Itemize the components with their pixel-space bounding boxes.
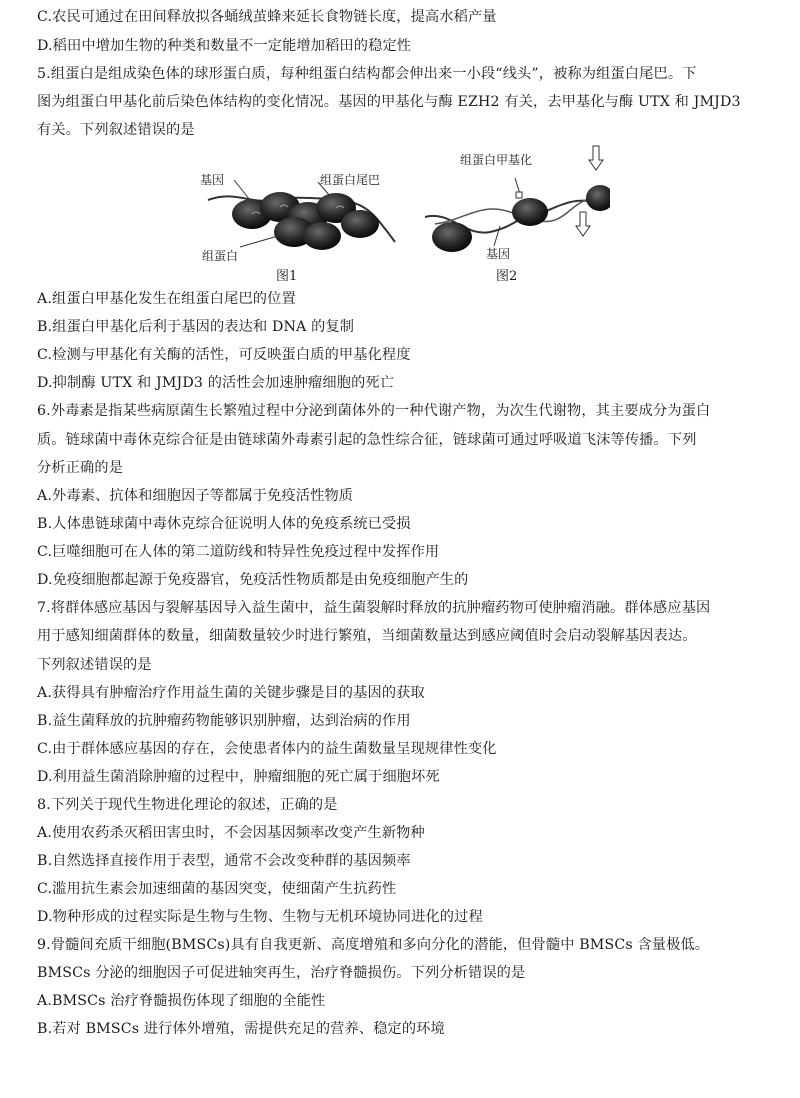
option-b-q9: B.若对 BMSCs 进行体外增殖，需提供充足的营养、稳定的环境 — [37, 1021, 445, 1037]
question-6-line-2: 质。链球菌中毒休克综合征是由链球菌外毒素引起的急性综合征，链球菌可通过呼吸道飞沫等传播。下列 — [37, 432, 697, 448]
label-histone-tail: 组蛋白尾巴 — [320, 173, 381, 187]
label-gene-fig1: 基因 — [200, 173, 225, 187]
question-7-line-1: 7.将群体感应基因与裂解基因导入益生菌中，益生菌裂解时释放的抗肿瘤药物可使肿瘤消融。群体感应基因 — [37, 600, 711, 616]
option-d-q4: D.稻田中增加生物的种类和数量不一定能增加稻田的稳定性 — [37, 38, 412, 54]
caption-fig1: 图1 — [276, 269, 298, 284]
option-b-q6: B.人体患链球菌中毒休克综合征说明人体的免疫系统已受损 — [37, 516, 411, 532]
label-gene-fig2: 基因 — [486, 247, 511, 261]
option-a-q6: A.外毒素、抗体和细胞因子等都属于免疫活性物质 — [37, 488, 354, 504]
nucleosome-fig2-3 — [586, 185, 610, 211]
option-d-q7: D.利用益生菌消除肿瘤的过程中，肿瘤细胞的死亡属于细胞坏死 — [37, 769, 440, 785]
question-6-line-3: 分析正确的是 — [37, 460, 124, 476]
option-b-q7: B.益生菌释放的抗肿瘤药物能够识别肿瘤，达到治病的作用 — [37, 713, 411, 729]
question-5-line-2: 图为组蛋白甲基化前后染色体结构的变化情况。基因的甲基化与酶 EZH2 有关，去甲基化与酶 UTX 和 JMJD3 — [37, 94, 741, 110]
question-5-line-1: 5.组蛋白是组成染色体的球形蛋白质，每种组蛋白结构都会伸出来一小段“线头”，被称为组蛋白尾巴。下 — [37, 66, 697, 82]
nucleosome-6 — [303, 222, 341, 250]
option-a-q8: A.使用农药杀灭稻田害虫时，不会因基因频率改变产生新物种 — [37, 825, 425, 841]
label-histone-methylation: 组蛋白甲基化 — [460, 153, 533, 167]
option-c-q6: C.巨噬细胞可在人体的第二道防线和特异性免疫过程中发挥作用 — [37, 544, 440, 560]
question-9-line-1: 9.骨髓间充质干细胞(BMSCs)具有自我更新、高度增殖和多向分化的潜能，但骨髓中 BMSCs 含量极低。 — [37, 937, 710, 953]
option-c-q7: C.由于群体感应基因的存在，会使患者体内的益生菌数量呈现规律性变化 — [37, 741, 497, 757]
methyl-mark-icon — [516, 192, 522, 198]
option-d-q8: D.物种形成的过程实际是生物与生物、生物与无机环境协同进化的过程 — [37, 909, 483, 925]
figure-1-compact-chromatin — [200, 173, 395, 284]
arrow-down-icon — [589, 146, 603, 170]
arrow-down-icon-2 — [576, 212, 590, 236]
caption-fig2: 图2 — [496, 269, 518, 284]
option-b-q5: B.组蛋白甲基化后利于基因的表达和 DNA 的复制 — [37, 319, 355, 335]
option-c-q8: C.滥用抗生素会加速细菌的基因突变，使细菌产生抗药性 — [37, 881, 397, 897]
figure-2-methylated-chromatin — [425, 146, 610, 284]
option-a-q7: A.获得具有肿瘤治疗作用益生菌的关键步骤是目的基因的获取 — [37, 685, 425, 701]
question-7-line-2: 用于感知细菌群体的数量，细菌数量较少时进行繁殖，当细菌数量达到感应阈值时会启动裂解基因表达。 — [37, 628, 697, 644]
option-a-q5: A.组蛋白甲基化发生在组蛋白尾巴的位置 — [37, 291, 296, 307]
nucleosome-fig2-2 — [512, 198, 548, 226]
question-7-line-3: 下列叙述错误的是 — [37, 657, 152, 673]
option-b-q8: B.自然选择直接作用于表型，通常不会改变种群的基因频率 — [37, 853, 411, 869]
nucleosome-7 — [341, 210, 379, 238]
question-8-stem: 8.下列关于现代生物进化理论的叙述，正确的是 — [37, 797, 338, 813]
option-a-q9: A.BMSCs 治疗脊髓损伤体现了细胞的全能性 — [37, 993, 326, 1009]
question-5-line-3: 有关。下列叙述错误的是 — [37, 122, 195, 138]
question-6-line-1: 6.外毒素是指某些病原菌生长繁殖过程中分泌到菌体外的一种代谢产物，为次生代谢物，其主要成分为蛋白 — [37, 403, 711, 419]
histone-methylation-figure — [190, 142, 610, 284]
question-9-line-2: BMSCs 分泌的细胞因子可促进轴突再生，治疗脊髓损伤。下列分析错误的是 — [37, 965, 526, 981]
option-d-q6: D.免疫细胞都起源于免疫器官，免疫活性物质都是由免疫细胞产生的 — [37, 572, 469, 588]
label-histone: 组蛋白 — [202, 249, 239, 263]
option-c-q4: C.农民可通过在田间释放拟各蛹绒茧蜂来延长食物链长度，提高水稻产量 — [37, 9, 497, 25]
nucleosome-fig2-1 — [432, 222, 472, 252]
option-d-q5: D.抑制酶 UTX 和 JMJD3 的活性会加速肿瘤细胞的死亡 — [37, 375, 395, 391]
option-c-q5: C.检测与甲基化有关酶的活性，可反映蛋白质的甲基化程度 — [37, 347, 411, 363]
